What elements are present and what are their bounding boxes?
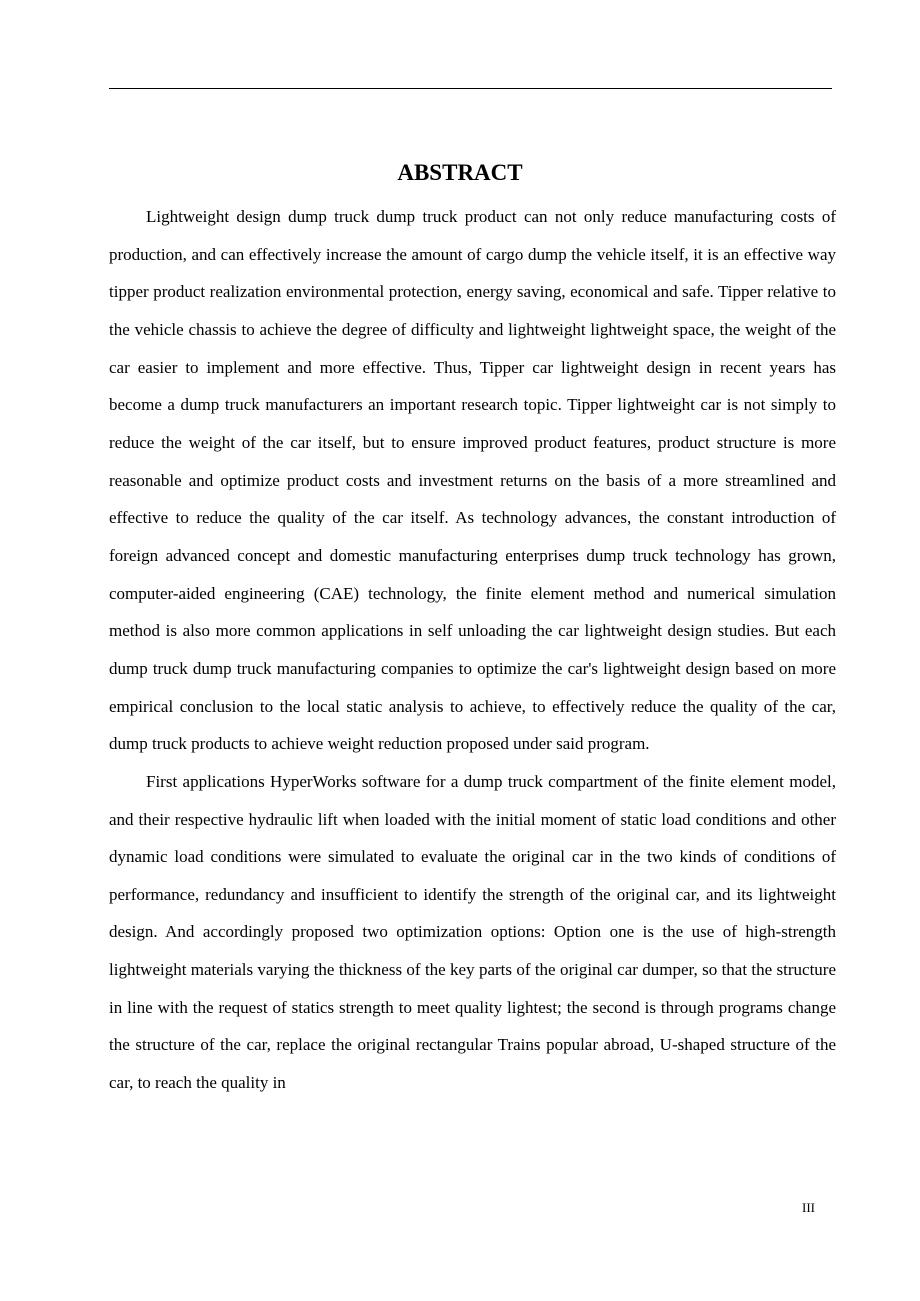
header-rule [109, 88, 832, 89]
abstract-paragraph-2: First applications HyperWorks software for a dump truck compartment of the finite element model, and their respective hydraulic lift when loaded with the initial moment of static load conditions and other dynamic load conditions were simulated to evaluate the original car in the two kinds of conditions of performance, redundancy and insufficient to identify the strength of the original car, and its lightweight design. And accordingly proposed two optimization options: Option one is the use of high-strength lightweight materials varying the thickness of the key parts of the original car dumper, so that the structure in line with the request of statics strength to meet quality lightest; the second is through programs change the structure of the car, replace the original rectangular Trains popular abroad, U-shaped structure of the car, to reach the quality in [109, 771, 836, 1093]
page-title: ABSTRACT [397, 160, 523, 185]
page-number: III [802, 1200, 815, 1215]
abstract-body [109, 198, 836, 1102]
abstract-paragraph-1: Lightweight design dump truck dump truck product can not only reduce manufacturing costs of production, and can effectively increase the amount of cargo dump the vehicle itself, it is an effective way tipper product realization environmental protection, energy saving, economical and safe. Tipper relative to the vehicle chassis to achieve the degree of difficulty and lightweight lightweight space, the weight of the car easier to implement and more effective. Thus, Tipper car lightweight design in recent years has become a dump truck manufacturers an important research topic. Tipper lightweight car is not simply to reduce the weight of the car itself, but to ensure improved product features, product structure is more reasonable and optimize product costs and investment returns on the basis of a more streamlined and effective to reduce the quality of the car itself. As technology advances, the constant introduction of foreign advanced concept and domestic manufacturing enterprises dump truck technology has grown, computer-aided engineering (CAE) technology, the finite element method and numerical simulation method is also more common applications in self unloading the car lightweight design studies. But each dump truck dump truck manufacturing companies to optimize the car's lightweight design based on more empirical conclusion to the local static analysis to achieve, to effectively reduce the quality of the car, dump truck products to achieve weight reduction proposed under said program. [109, 207, 836, 754]
